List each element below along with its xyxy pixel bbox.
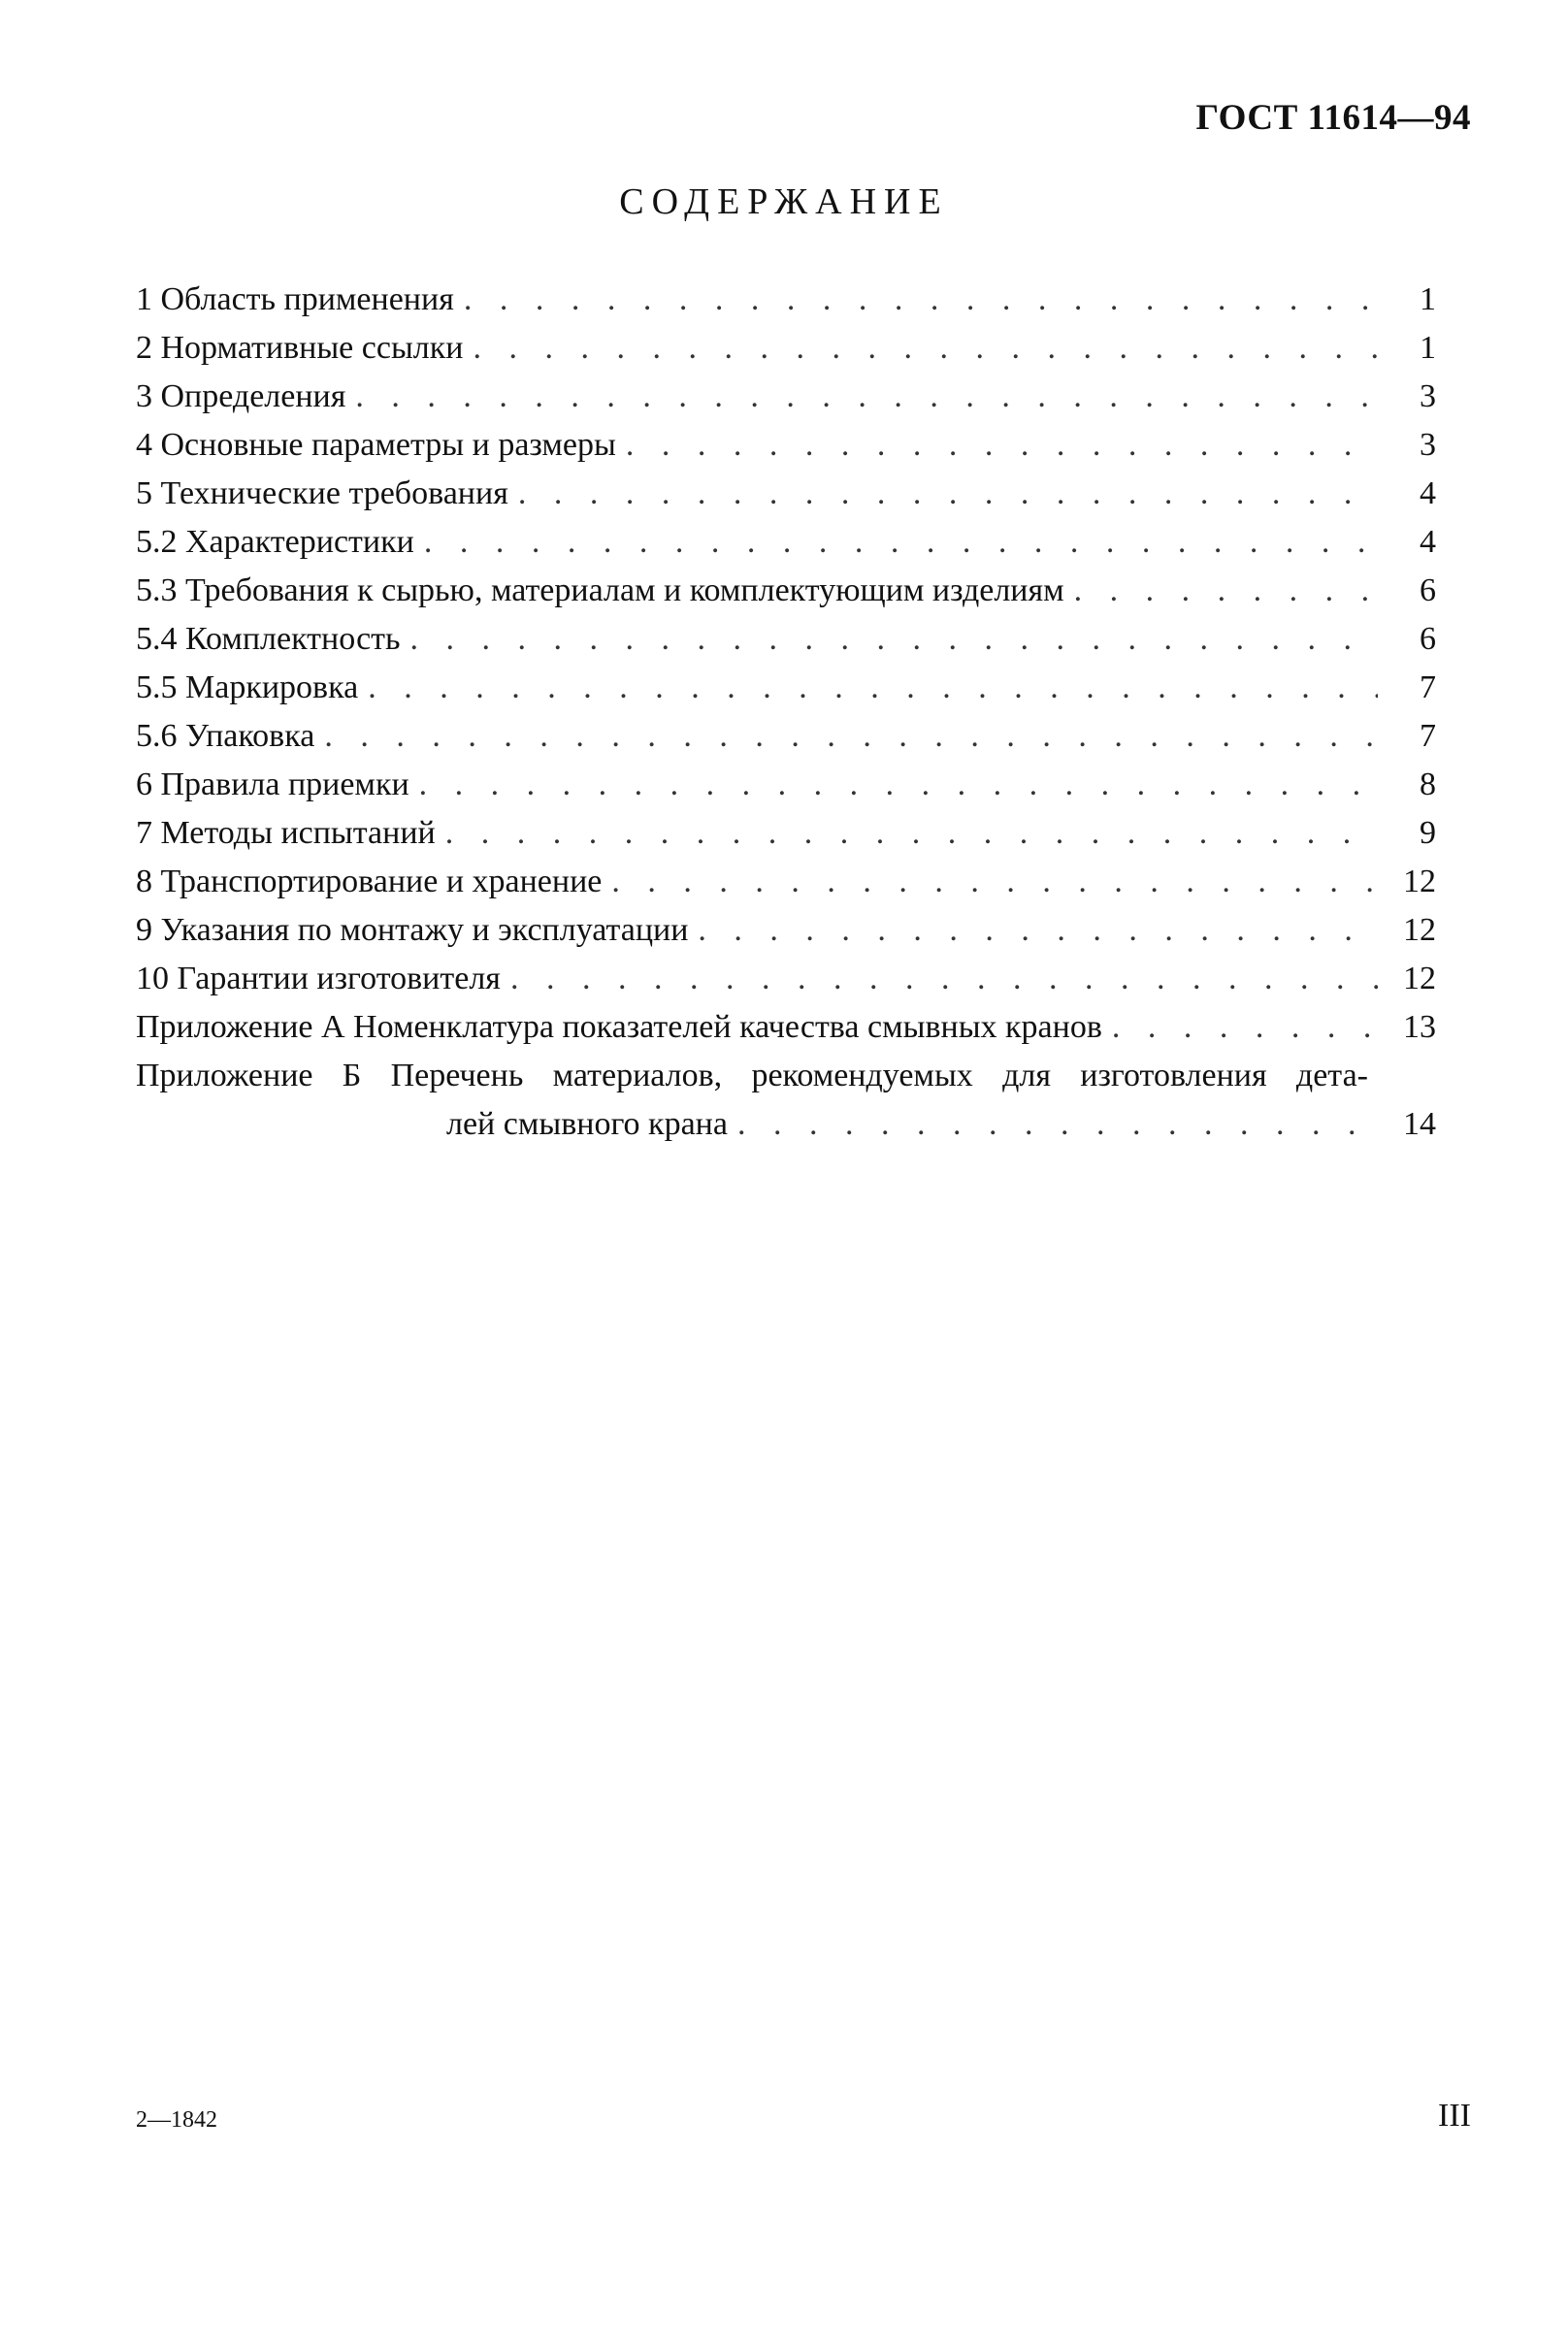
toc-entry-page: 1 [1420, 281, 1436, 317]
toc-entry [136, 518, 1436, 567]
toc-entry-label: 5.5 Маркировка [136, 669, 359, 705]
page-number: III [1438, 2098, 1471, 2134]
toc-entry-page: 8 [1420, 766, 1436, 802]
toc-entry-label: 9 Указания по монтажу и эксплуатации [136, 912, 689, 948]
toc-entry-label: 5.4 Комплектность [136, 621, 401, 657]
toc-entry-page: 4 [1420, 475, 1436, 511]
toc-entry-wrapped [136, 1052, 1436, 1149]
toc-entry-page: 3 [1420, 427, 1436, 463]
toc-entry [136, 373, 1436, 421]
toc-entry [136, 276, 1436, 324]
dot-leader [445, 809, 1378, 858]
toc-entry-label: лей смывного крана [446, 1106, 728, 1142]
toc-title: СОДЕРЖАНИЕ [619, 181, 949, 222]
toc-entry [136, 955, 1436, 1003]
toc-entry [136, 664, 1436, 712]
dot-leader [1112, 1003, 1378, 1052]
dot-leader [698, 906, 1378, 955]
toc-entry-label: Приложение А Номенклатура показателей качества смывных кранов [136, 1009, 1102, 1045]
toc-entry-label: 5.2 Характеристики [136, 524, 414, 560]
dot-leader [424, 518, 1378, 567]
toc-entry [136, 712, 1436, 761]
toc-entry-page: 13 [1403, 1009, 1436, 1045]
toc-entry-page: 7 [1420, 669, 1436, 705]
toc-entry-page: 7 [1420, 718, 1436, 754]
dot-leader [473, 324, 1378, 373]
toc-entry [136, 615, 1436, 664]
toc-entry [136, 906, 1436, 955]
toc-entry-label: 5 Технические требования [136, 475, 508, 511]
dot-leader [510, 955, 1378, 1003]
toc-entry-page: 1 [1420, 330, 1436, 366]
dot-leader [737, 1100, 1378, 1149]
dot-leader [355, 373, 1378, 421]
dot-leader [626, 421, 1378, 470]
toc-entry [136, 421, 1436, 470]
toc-entry [136, 761, 1436, 809]
toc-entry-label: 5.3 Требования к сырью, материалам и комплектующим изделиям [136, 572, 1064, 608]
toc-entry-label: 1 Область применения [136, 281, 454, 317]
dot-leader [1074, 567, 1378, 615]
toc-entry [136, 470, 1436, 518]
print-code: 2—1842 [136, 2107, 217, 2133]
toc-entry [136, 324, 1436, 373]
toc-entry-label: 5.6 Упаковка [136, 718, 315, 754]
toc-entry [136, 567, 1436, 615]
toc-entry-page: 12 [1403, 961, 1436, 996]
dot-leader [324, 712, 1378, 761]
toc-entry-label: 4 Основные параметры и размеры [136, 427, 616, 463]
dot-leader [518, 470, 1378, 518]
toc-entry-label: 7 Методы испытаний [136, 815, 436, 851]
toc-entry-page: 12 [1403, 864, 1436, 899]
toc-entry-label: 8 Транспортирование и хранение [136, 864, 603, 899]
toc-entry-page: 3 [1420, 378, 1436, 414]
toc-entry-label: 10 Гарантии изготовителя [136, 961, 501, 996]
toc-entry-page: 14 [1403, 1106, 1436, 1142]
dot-leader [611, 858, 1378, 906]
toc-entry-label: 3 Определения [136, 378, 346, 414]
toc-entry-page: 9 [1420, 815, 1436, 851]
document-code: ГОСТ 11614—94 [1195, 98, 1471, 138]
toc-entry [136, 809, 1436, 858]
toc-entry-label: 6 Правила приемки [136, 766, 409, 802]
toc-entry-page: 6 [1420, 572, 1436, 608]
toc-entry-page: 4 [1420, 524, 1436, 560]
dot-leader [464, 276, 1378, 324]
dot-leader [368, 664, 1378, 712]
table-of-contents [136, 276, 1436, 1149]
dot-leader [419, 761, 1378, 809]
toc-entry [136, 858, 1436, 906]
dot-leader [410, 615, 1378, 664]
toc-entry-label: 2 Нормативные ссылки [136, 330, 464, 366]
toc-entry-page: 6 [1420, 621, 1436, 657]
toc-entry-wrapped-line1: Приложение Б Перечень материалов, рекомендуемых для изготовления дета- [136, 1058, 1368, 1093]
toc-entry-wrapped-line2-row [136, 1100, 1436, 1149]
toc-entry-page: 12 [1403, 912, 1436, 948]
toc-entry [136, 1003, 1436, 1052]
